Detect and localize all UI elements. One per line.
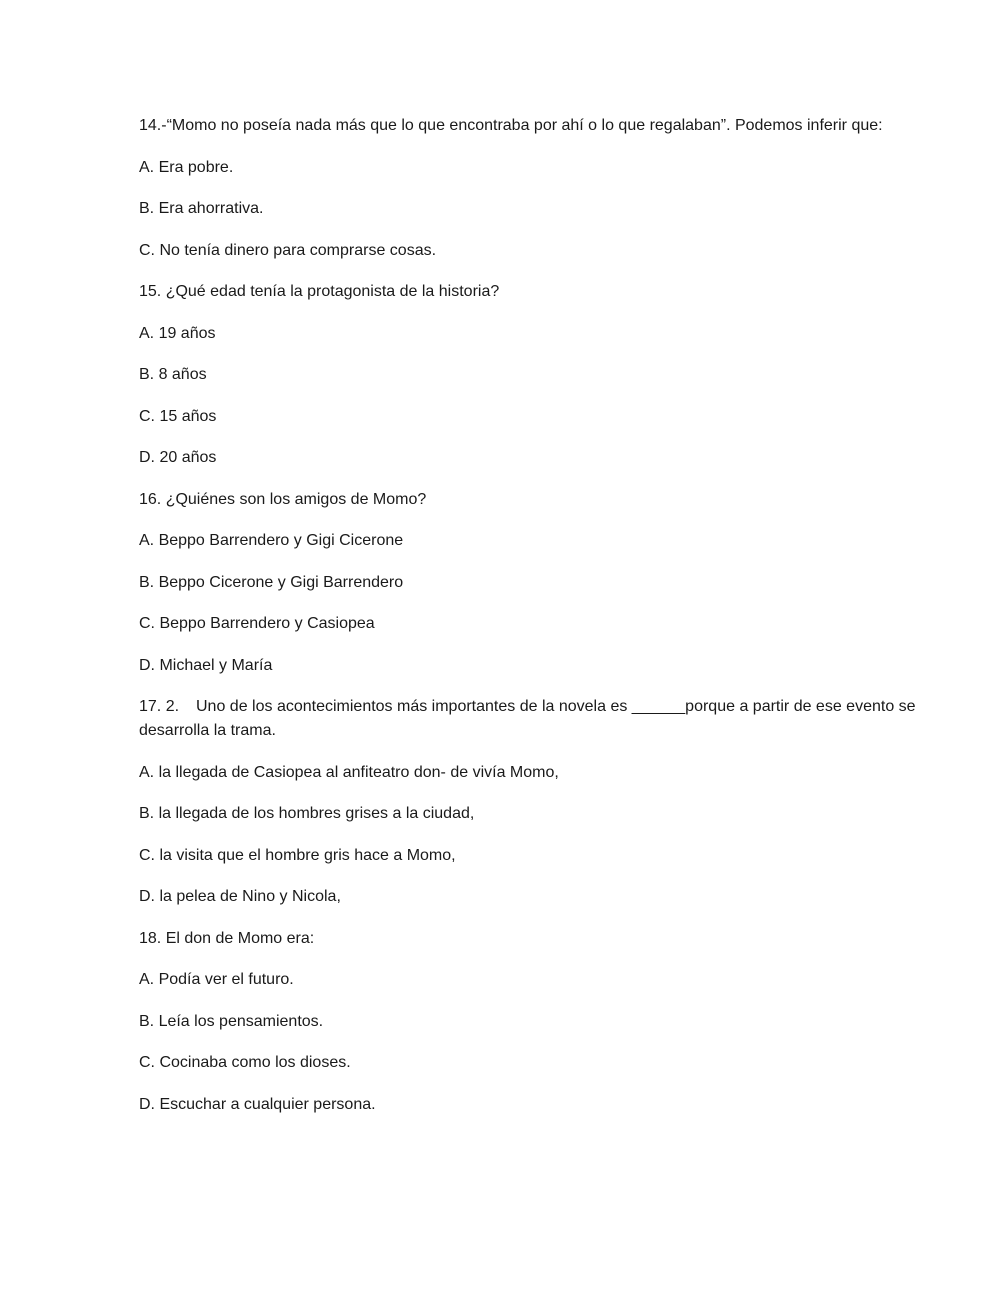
question-18 <box>139 927 939 1117</box>
question-text <box>139 695 939 743</box>
answer-option: B. Leía los pensamientos. <box>139 1012 324 1030</box>
answer-option: A. 19 años <box>139 324 216 342</box>
answer-option: B. Era ahorrativa. <box>139 200 264 217</box>
answer-option: D. Michael y María <box>139 656 273 674</box>
question-17 <box>139 695 939 909</box>
answer-option: B. 8 años <box>139 366 207 383</box>
question-text: 18. El don de Momo era: <box>139 929 315 947</box>
question-text: 14.-“Momo no poseía nada más que lo que encontraba por ahí o lo que regalaban”. Podemos inferir que: <box>139 117 883 134</box>
answer-option: A. la llegada de Casiopea al anfiteatro don- de vivía Momo, <box>139 763 559 781</box>
question-14 <box>139 114 939 263</box>
question-body: Uno de los acontecimientos más importantes de la novela es ______porque a partir de ese evento se desarrolla la trama. <box>139 698 916 739</box>
answer-option: C. No tenía dinero para comprarse cosas. <box>139 241 437 259</box>
question-15 <box>139 280 939 470</box>
answer-option: A. Beppo Barrendero y Gigi Cicerone <box>139 532 404 549</box>
question-list <box>139 114 939 1134</box>
question-number: 17. 2. <box>139 698 180 715</box>
answer-option: B. la llegada de los hombres grises a la ciudad, <box>139 805 475 822</box>
answer-option: C. 15 años <box>139 407 217 425</box>
answer-option: C. Beppo Barrendero y Casiopea <box>139 615 375 632</box>
question-text: 16. ¿Quiénes son los amigos de Momo? <box>139 490 427 508</box>
question-16 <box>139 488 939 678</box>
answer-option: C. la visita que el hombre gris hace a Momo, <box>139 846 456 864</box>
answer-option: B. Beppo Cicerone y Gigi Barrendero <box>139 573 404 591</box>
answer-option: A. Podía ver el futuro. <box>139 971 294 988</box>
answer-option: D. Escuchar a cualquier persona. <box>139 1095 376 1113</box>
answer-option: D. 20 años <box>139 449 217 466</box>
answer-option: C. Cocinaba como los dioses. <box>139 1054 351 1071</box>
answer-option: A. Era pobre. <box>139 158 234 176</box>
question-text: 15. ¿Qué edad tenía la protagonista de la historia? <box>139 283 500 300</box>
answer-option: D. la pelea de Nino y Nicola, <box>139 888 341 905</box>
